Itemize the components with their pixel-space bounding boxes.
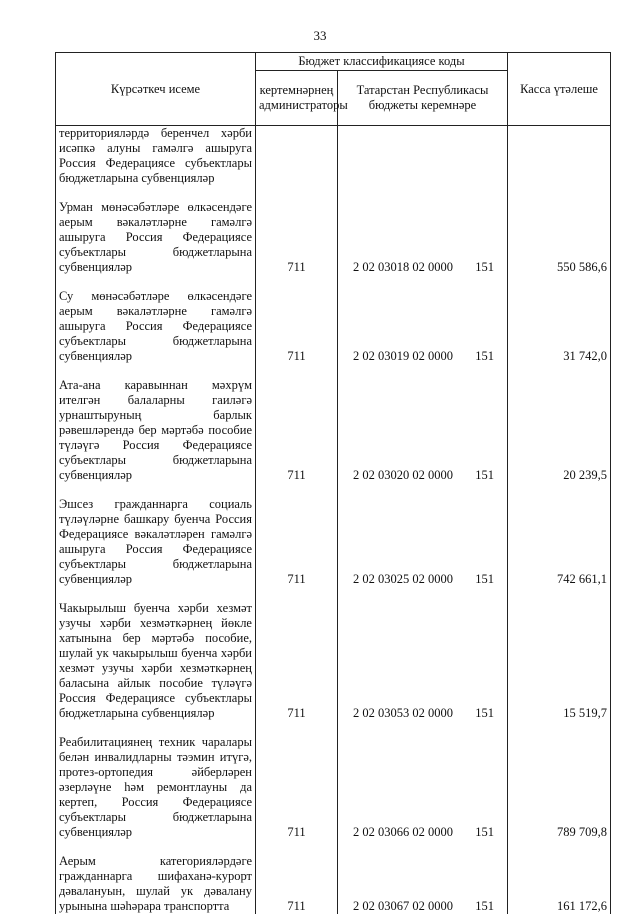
row-revenue-code: 2 02 03019 02 0000 [353,349,453,364]
row-administrator-code: 711 [256,378,338,483]
row-revenue-code: 2 02 03053 02 0000 [353,706,453,721]
row-cash-amount [508,126,611,187]
row-spacer [56,186,611,200]
row-description: территорияләрдә беренчел хәрби исәпкә алуны гамәлгә ашыруга Россия Федерациясе субъектлары бюджетларына субвенцияләр [56,126,256,187]
row-cash-amount: 15 519,7 [508,601,611,721]
row-cash-amount: 742 661,1 [508,497,611,587]
spacer-cell [256,587,338,601]
spacer-cell [338,483,508,497]
row-administrator-code: 711 [256,200,338,275]
row-revenue-code: 2 02 03067 02 0000 [353,899,453,914]
table-row [56,289,611,364]
row-administrator-code: 711 [256,289,338,364]
row-spacer [56,840,611,854]
row-spacer [56,364,611,378]
spacer-cell [56,483,256,497]
row-cash-amount: 31 742,0 [508,289,611,364]
row-revenue-code-cell [338,497,508,587]
row-description: Аерым категорияләрдәге гражданнарга шифаханә-курорт дәвалануын, шулай ук дәвалану урынына шәһәрара транспортта [56,854,256,914]
row-revenue-code-cell [338,200,508,275]
spacer-cell [56,721,256,735]
spacer-cell [56,186,256,200]
header-budget-classification: Бюджет классификациясе коды [256,53,508,71]
spacer-cell [256,483,338,497]
row-revenue-subcode: 151 [475,349,494,364]
header-cash: Касса үтәлеше [508,53,611,126]
spacer-cell [508,721,611,735]
row-cash-amount: 20 239,5 [508,378,611,483]
spacer-cell [56,840,256,854]
spacer-cell [56,364,256,378]
row-description: Урман мөнәсәбәтләре өлкәсендәге аерым вәкаләтләрне гамәлгә ашыруга Россия Федерациясе субъектлары бюджетларына субвенцияләр [56,200,256,275]
spacer-cell [256,364,338,378]
table-row [56,497,611,587]
row-revenue-code-cell [338,854,508,914]
table-row [56,126,611,187]
spacer-cell [338,364,508,378]
row-revenue-code: 2 02 03025 02 0000 [353,572,453,587]
row-description: Су мөнәсәбәтләре өлкәсендәге аерым вәкаләтләрне гамәлгә ашыруга Россия Федерациясе субъектлары бюджетларына субвенцияләр [56,289,256,364]
row-revenue-code-cell [338,735,508,840]
spacer-cell [508,275,611,289]
row-administrator-code: 711 [256,601,338,721]
table-row [56,378,611,483]
row-revenue-code: 2 02 03018 02 0000 [353,260,453,275]
spacer-cell [256,186,338,200]
row-revenue-subcode: 151 [475,468,494,483]
table-row [56,200,611,275]
row-administrator-code: 711 [256,497,338,587]
row-revenue-subcode: 151 [475,260,494,275]
spacer-cell [508,186,611,200]
spacer-cell [338,840,508,854]
row-revenue-code-cell [338,289,508,364]
spacer-cell [256,275,338,289]
table-row [56,601,611,721]
spacer-cell [508,483,611,497]
table-row [56,735,611,840]
spacer-cell [56,275,256,289]
row-cash-amount: 789 709,8 [508,735,611,840]
row-description: Ата-ана каравыннан мәхрүм ителгән балаларны гаиләгә урнаштыруның барлык рәвешләрендә бер мәртәбә пособие түләүгә Россия Федерациясе субъектлары бюджетларына субвенцияләр [56,378,256,483]
row-revenue-subcode: 151 [475,706,494,721]
row-description: Эшсез гражданнарга социаль түләүләрне башкару буенча Россия Федерациясе вәкаләтләрен гамәлгә ашыруга Россия Федерациясе субъектлары бюджетларына субвенцияләр [56,497,256,587]
table-body [56,126,611,914]
row-spacer [56,587,611,601]
row-spacer [56,483,611,497]
spacer-cell [256,840,338,854]
row-revenue-subcode: 151 [475,825,494,840]
row-spacer [56,721,611,735]
row-administrator-code: 711 [256,735,338,840]
spacer-cell [338,587,508,601]
row-cash-amount: 161 172,6 [508,854,611,914]
budget-table [55,52,611,914]
header-administrator: кертемнәрнең администраторы [256,71,338,126]
spacer-cell [338,275,508,289]
header-indicator: Күрсәткеч исеме [56,53,256,126]
row-administrator-code [256,126,338,187]
spacer-cell [338,721,508,735]
spacer-cell [508,364,611,378]
header-revenue: Татарстан Республикасы бюджеты керемнәре [338,71,508,126]
table-row [56,854,611,914]
row-revenue-code-cell [338,126,508,187]
row-spacer [56,275,611,289]
spacer-cell [256,721,338,735]
row-revenue-code: 2 02 03020 02 0000 [353,468,453,483]
row-description: Реабилитациянең техник чаралары белән инвалидларны тәэмин итүгә, протез-ортопедия әйберләрен әзерләүне һәм ремонтлауны да кертеп, Россия Федерациясе субъектлары бюджетларына субвенцияләр [56,735,256,840]
row-administrator-code: 711 [256,854,338,914]
row-revenue-subcode: 151 [475,572,494,587]
spacer-cell [508,840,611,854]
row-revenue-code: 2 02 03066 02 0000 [353,825,453,840]
spacer-cell [56,587,256,601]
spacer-cell [338,186,508,200]
page-number: 33 [0,28,640,44]
row-description: Чакырылыш буенча хәрби хезмәт узучы хәрби хезмәткәрнең йөкле хатынына бер мәртәбә пособие, шулай ук чакырылыш буенча хәрби хезмәт узучы хәрби хезмәткәрнең баласына айлык пособие түләүгә Россия Федерациясе субъектлары бюджетларына субвенцияләр [56,601,256,721]
row-revenue-code-cell [338,601,508,721]
row-revenue-code-cell [338,378,508,483]
spacer-cell [508,587,611,601]
row-revenue-subcode: 151 [475,899,494,914]
row-cash-amount: 550 586,6 [508,200,611,275]
